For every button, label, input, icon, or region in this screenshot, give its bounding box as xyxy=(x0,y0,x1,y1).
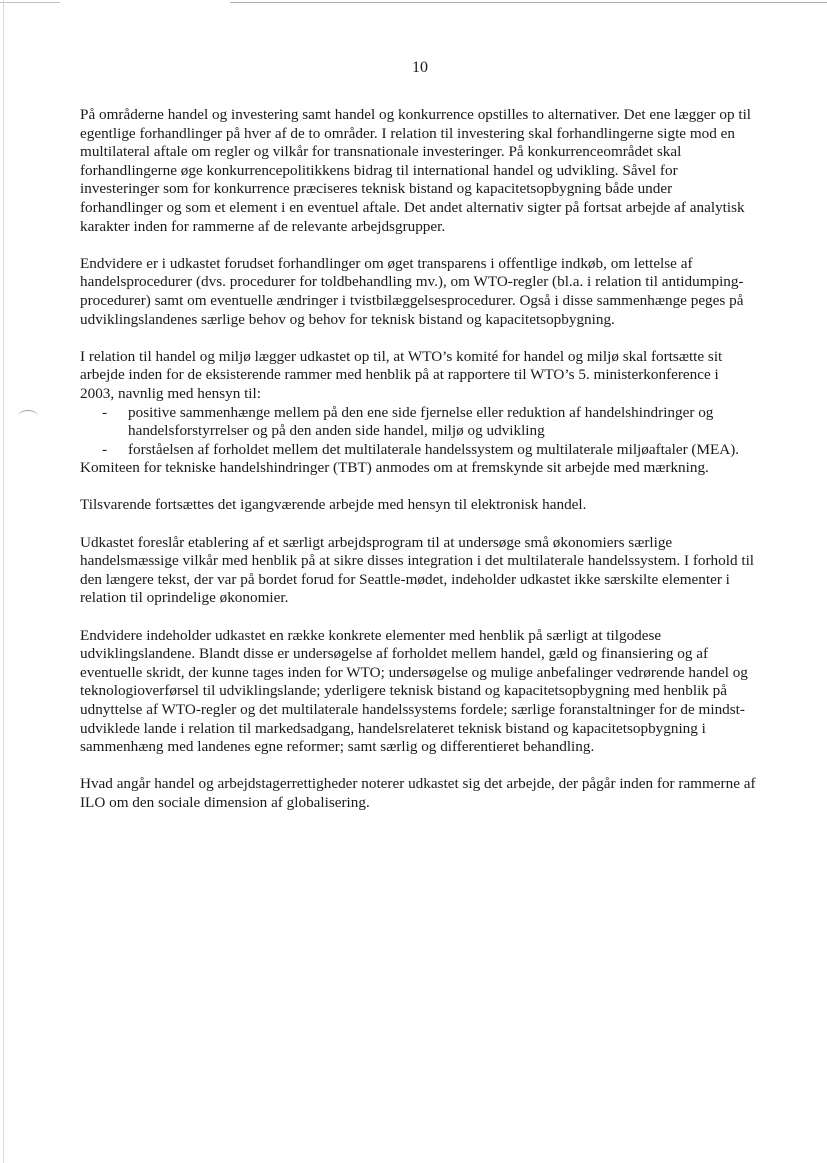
document-body xyxy=(80,106,756,831)
page-number: 10 xyxy=(412,59,428,76)
scan-edge-line xyxy=(3,0,4,1163)
section-trade-environment xyxy=(80,348,756,478)
paragraph-transparency-procedures: Endvidere er i udkastet forudset forhandlinger om øget transparens i offentlige indkøb, om lettelse af handelsprocedurer (dvs. procedurer for toldbehandling mv.), om WTO-regler (bl.a. i relation til antidumping-procedurer) samt om eventuelle ændringer i tvistbilæggelsesprocedurer. Også i disse sammenhænge peges på udviklingslandenes særlige behov og behov for teknisk bistand og kapacitetsopbygning. xyxy=(80,254,744,328)
paragraph-electronic-commerce: Tilsvarende fortsættes det igangværende arbejde med hensyn til elektronisk handel. xyxy=(80,496,587,514)
paragraph-small-economies: Udkastet foreslår etablering af et særligt arbejdsprogram til at undersøge små økonomiers særlige handelsmæssige vilkår med henblik på at sikre disses integration i det multilaterale handelssystem. I forhold til den længere tekst, der var på bordet forud for Seattle-mødet, indeholder udkastet ikke særskilte elementer i relation til oprindelige økonomier. xyxy=(80,533,755,607)
scan-edge-line xyxy=(230,2,827,3)
paragraph-tbt-committee: Komiteen for tekniske handelshindringer (TBT) anmodes om at fremskynde sit arbejde med mærkning. xyxy=(80,459,709,477)
list-item: - positive sammenhænge mellem på den ene side fjernelse eller reduktion af handelshindringer og handelsforstyrrelser og på den anden side handel, miljø og udvikling xyxy=(102,404,756,441)
list-item: - forståelsen af forholdet mellem det multilaterale handelssystem og multilaterale miljøaftaler (MEA). xyxy=(102,441,756,460)
margin-mark xyxy=(18,410,38,423)
paragraph-trade-environment-intro: I relation til handel og miljø lægger udkastet op til, at WTO’s komité for handel og miljø skal fortsætte sit arbejde inden for de eksisterende rammer med henblik på at rapportere til WTO’s 5. ministerkonference i 2003, navnlig med hensyn til: xyxy=(80,347,723,402)
paragraph-investment-competition: På områderne handel og investering samt handel og konkurrence opstilles to alternativer. Det ene lægger op til egentlige forhandlinger på hver af de to områder. I relation til investering skal forhandlingerne sigte mod en multilateral aftale om regler og vilkår for transnationale investeringer. På konkurrenceområdet skal forhandlingerne øge konkurrencepolitikkens bidrag til international handel og udvikling. Såvel for investeringer som for konkurrence præciseres teknisk bistand og kapacitetsopbygning både under forhandlinger og som et element i en eventuel aftale. Det andet alternativ sigter på fortsat arbejde af analytisk karakter inden for rammerne af de relevante arbejdsgrupper. xyxy=(80,106,752,235)
paragraph-labour-rights: Hvad angår handel og arbejdstagerrettigheder noterer udkastet sig det arbejde, der pågår inden for rammerne af ILO om den sociale dimension af globalisering. xyxy=(80,775,756,811)
scan-edge-line xyxy=(0,2,60,3)
dash-list xyxy=(80,404,756,460)
paragraph-developing-countries: Endvidere indeholder udkastet en række konkrete elementer med henblik på særligt at tilgodese udviklingslandene. Blandt disse er undersøgelse af forholdet mellem handel, gæld og finansiering og af eventuelle skridt, der kunne tages inden for WTO; undersøgelse og mulige anbefalinger vedrørende handel og teknologioverførsel til udviklingslande; yderligere teknisk bistand og kapacitetsopbygning med henblik på udnyttelse af WTO-regler og det multilaterale handelssystems fordele; særlige foranstaltninger for de mindst-udviklede lande i relation til markedsadgang, handelsrelateret teknisk bistand og kapacitetsopbygning i sammenhæng med landenes egne reformer; samt særlig og differentieret behandling. xyxy=(80,626,748,756)
